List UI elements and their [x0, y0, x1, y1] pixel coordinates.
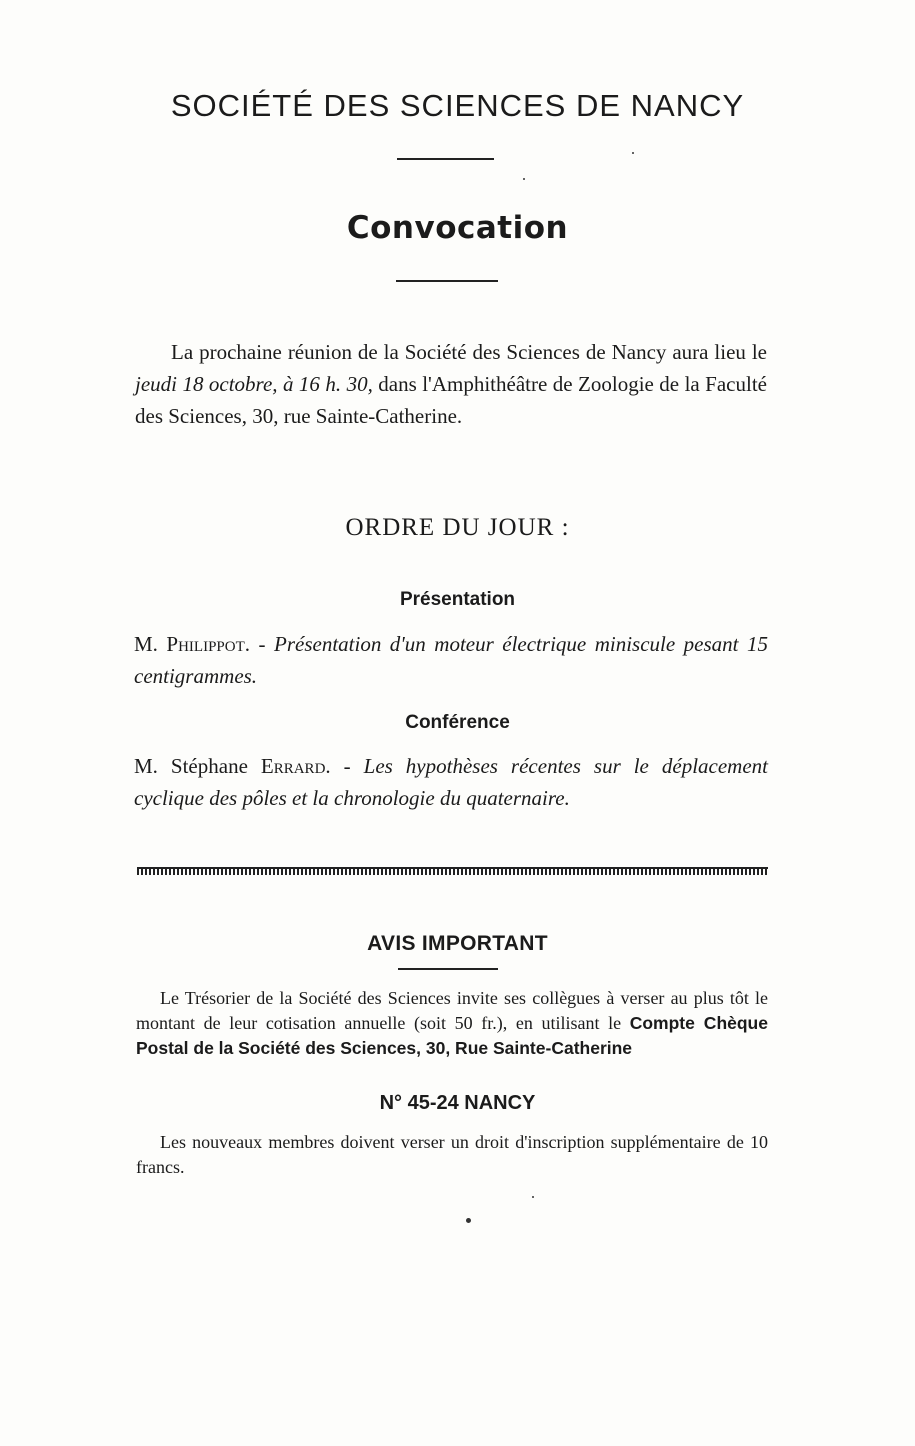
presentation-item — [134, 628, 768, 692]
meeting-announcement — [135, 336, 767, 432]
section-divider — [137, 867, 768, 875]
agenda-heading: ORDRE DU JOUR : — [345, 514, 570, 541]
ink-speck — [523, 178, 525, 180]
notice-rule — [398, 968, 498, 970]
conference-item — [134, 750, 768, 814]
title-rule-bottom — [396, 280, 498, 282]
conference-title: Les hypothèses récentes sur le déplacement cyclique des pôles et la chronologie du quaternaire. — [134, 754, 768, 810]
announcement-text-end: dans l'Amphithéâtre de Zoologie de la Faculté des Sciences, 30, rue Sainte-Catherine. — [135, 372, 767, 428]
postal-account: Compte Chèque Postal de la Société des Sciences, 30, Rue Sainte-Catherine — [136, 1013, 768, 1058]
separator: . - — [244, 632, 274, 656]
meeting-date: jeudi 18 octobre, à 16 h. 30, — [135, 372, 373, 396]
presentation-title: Présentation d'un moteur électrique miniscule pesant 15 centigrammes. — [134, 632, 768, 688]
new-members-text: Les nouveaux membres doivent verser un droit d'inscription supplémentaire de 10 francs. — [136, 1132, 768, 1177]
ink-speck — [532, 1196, 534, 1198]
speaker-name: Errard — [260, 754, 326, 778]
notice-heading: AVIS IMPORTANT — [367, 932, 548, 955]
announcement-text-start: La prochaine réunion de la Société des Sciences de Nancy aura lieu le — [171, 340, 767, 364]
title-rule-top — [397, 158, 494, 160]
presentation-heading: Présentation — [399, 589, 516, 610]
society-name: SOCIÉTÉ DES SCIENCES DE NANCY — [170, 88, 745, 123]
treasurer-notice — [136, 986, 768, 1061]
speaker-name: Philippot — [166, 632, 245, 656]
ink-speck — [466, 1218, 471, 1223]
document-title: Convocation — [346, 210, 569, 246]
account-number: N° 45-24 NANCY — [379, 1092, 536, 1114]
ink-speck — [632, 152, 634, 154]
notice-text: Le Trésorier de la Société des Sciences invite ses collègues à verser au plus tôt le montant de leur cotisation annuelle (soit 50 fr.), en utilisant le — [136, 988, 768, 1033]
separator: . - — [325, 754, 364, 778]
speaker-prefix: M. — [134, 632, 167, 656]
speaker-prefix: M. Stéphane — [134, 754, 261, 778]
conference-heading: Conférence — [405, 712, 510, 733]
new-members-notice — [136, 1130, 768, 1180]
